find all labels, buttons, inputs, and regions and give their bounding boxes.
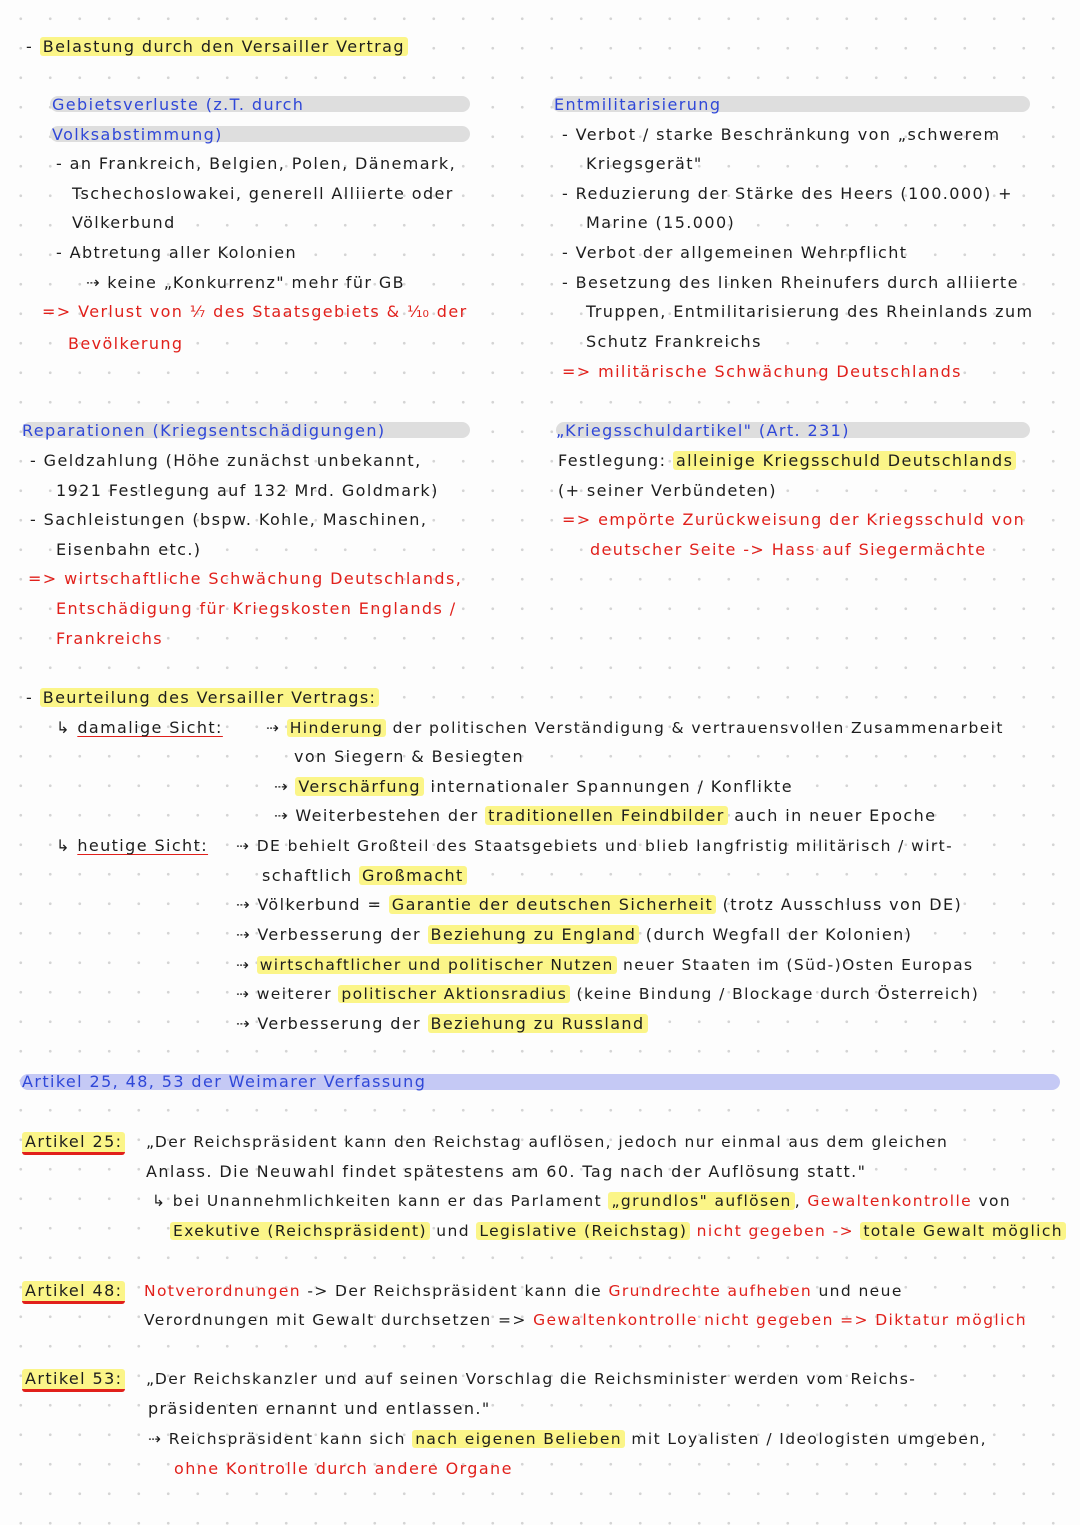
reparations-title: Reparationen (Kriegsentschädigungen) [22, 421, 386, 440]
section-heading-assessment: - Beurteilung des Versailler Vertrags: [26, 687, 379, 709]
then-label: ↳ damalige Sicht: [56, 718, 223, 737]
military-bullet-cont: Schutz Frankreichs [586, 332, 762, 351]
now-point-cont: schaftlich Großmacht [262, 865, 467, 887]
article-48-text-cont: Verordnungen mit Gewalt durchsetzen => Gewaltenkontrolle nicht gegeben => Diktatur möglich [144, 1311, 1027, 1329]
territory-result-cont: Bevölkerung [68, 334, 184, 353]
then-point: ⇢ Weiterbestehen der traditionellen Feindbilder auch in neuer Epoche [274, 806, 937, 825]
article-53-quote-cont: präsidenten ernannt und entlassen." [148, 1399, 491, 1418]
now-point: ⇢ Völkerbund = Garantie der deutschen Sicherheit (trotz Ausschluss von DE) [236, 895, 963, 914]
reparations-bullet: - Geldzahlung (Höhe zunächst unbekannt, [30, 451, 422, 470]
reparations-result-cont: Frankreichs [56, 629, 164, 648]
section-heading-burden: - Belastung durch den Versailler Vertrag [26, 36, 408, 58]
territory-bullet: - an Frankreich, Belgien, Polen, Dänemark, [56, 154, 457, 173]
guilt-title: „Kriegsschuldartikel" (Art. 231) [556, 421, 850, 440]
hook-arrow-icon: ↳ [56, 836, 71, 855]
arrow-icon: ⇢ [274, 806, 289, 825]
heading-text: Beurteilung des Versailler Vertrags: [40, 688, 380, 707]
now-point: ⇢ wirtschaftlicher und politischer Nutzen neuer Staaten im (Süd-)Osten Europas [236, 956, 974, 974]
now-label: ↳ heutige Sicht: [56, 836, 209, 855]
guilt-line: Festlegung: alleinige Kriegsschuld Deutschlands [558, 450, 1016, 472]
article-53-comment-cont: ohne Kontrolle durch andere Organe [174, 1459, 513, 1478]
territory-title-cont: Volksabstimmung) [52, 125, 223, 144]
military-bullet-cont: Marine (15.000) [586, 213, 736, 232]
reparations-bullet-cont: 1921 Festlegung auf 132 Mrd. Goldmark) [56, 481, 439, 500]
military-title: Entmilitarisierung [554, 95, 722, 114]
guilt-result: => empörte Zurückweisung der Kriegsschuld von [562, 510, 1026, 529]
article-25-label: Artikel 25: [22, 1131, 125, 1155]
weimar-heading: Artikel 25, 48, 53 der Weimarer Verfassung [22, 1072, 427, 1091]
arrow-icon: ⇢ [236, 1014, 251, 1033]
military-bullet-cont: Kriegsgerät" [586, 154, 703, 173]
territory-bullet-cont: Völkerbund [72, 213, 176, 232]
article-53-label: Artikel 53: [22, 1368, 125, 1392]
now-point: ⇢ weiterer politischer Aktionsradius (keine Bindung / Blockage durch Österreich) [236, 985, 980, 1003]
reparations-bullet: - Sachleistungen (bspw. Kohle, Maschinen, [30, 510, 428, 529]
guilt-line: (+ seiner Verbündeten) [558, 481, 777, 500]
military-result: => militärische Schwächung Deutschlands [562, 362, 962, 381]
arrow-icon: ⇢ [236, 837, 251, 855]
arrow-icon: ⇢ [236, 956, 251, 974]
article-53-comment: ⇢ Reichspräsident kann sich nach eigenen Belieben mit Loyalisten / Ideologisten umgeben, [148, 1430, 987, 1448]
heading-text: Belastung durch den Versailler Vertrag [40, 37, 408, 56]
article-25-quote: „Der Reichspräsident kann den Reichstag auflösen, jedoch nur einmal aus dem gleichen [146, 1133, 949, 1151]
territory-title: Gebietsverluste (z.T. durch [52, 95, 305, 114]
territory-result: => Verlust von ⅐ des Staatsgebiets & ⅒ der [42, 302, 468, 321]
reparations-bullet-cont: Eisenbahn etc.) [56, 540, 202, 559]
military-bullet: - Verbot der allgemeinen Wehrpflicht [562, 243, 908, 262]
then-point-cont: von Siegern & Besiegten [294, 747, 525, 766]
arrow-icon: ⇢ [236, 925, 251, 944]
military-bullet-cont: Truppen, Entmilitarisierung des Rheinlands zum [586, 302, 1034, 321]
hook-arrow-icon: ↳ [56, 718, 71, 737]
article-25-quote-cont: Anlass. Die Neuwahl findet spätestens am 60. Tag nach der Auflösung statt." [146, 1162, 867, 1181]
military-bullet: - Reduzierung der Stärke des Heers (100.000) + [562, 184, 1013, 203]
now-point: ⇢ Verbesserung der Beziehung zu Russland [236, 1013, 648, 1035]
arrow-icon: ⇢ [236, 895, 251, 914]
territory-bullet: - Abtretung aller Kolonien [56, 243, 297, 262]
article-48-text: Notverordnungen -> Der Reichspräsident kann die Grundrechte aufheben und neue [144, 1282, 903, 1300]
now-point: ⇢ Verbesserung der Beziehung zu England (durch Wegfall der Kolonien) [236, 925, 913, 944]
reparations-result: => wirtschaftliche Schwächung Deutschlands, [28, 569, 463, 588]
article-48-label: Artikel 48: [22, 1280, 125, 1304]
military-bullet: - Besetzung des linken Rheinufers durch alliierte [562, 273, 1019, 292]
article-25-comment: ↳ bei Unannehmlichkeiten kann er das Parlament „grundlos" auflösen , Gewaltenkontrolle von [152, 1192, 1012, 1210]
reparations-result-cont: Entschädigung für Kriegskosten Englands / [56, 599, 457, 618]
arrow-icon: ⇢ [266, 719, 281, 737]
guilt-result-cont: deutscher Seite -> Hass auf Siegermächte [590, 540, 987, 559]
article-25-comment-cont: Exekutive (Reichspräsident) und Legislative (Reichstag) nicht gegeben -> totale Gewalt möglich [170, 1220, 1066, 1242]
arrow-icon: ⇢ [274, 777, 289, 796]
then-point: ⇢ Hinderung der politischen Verständigung & vertrauensvollen Zusammenarbeit [266, 719, 1004, 737]
territory-sub-bullet: ⇢ keine „Konkurrenz" mehr für GB [86, 273, 406, 292]
then-point: ⇢ Verschärfung internationaler Spannungen / Konflikte [274, 777, 793, 796]
article-53-quote: „Der Reichskanzler und auf seinen Vorschlag die Reichsminister werden vom Reichs- [146, 1370, 917, 1388]
now-point: ⇢ DE behielt Großteil des Staatsgebiets und blieb langfristig militärisch / wirt- [236, 837, 954, 855]
military-bullet: - Verbot / starke Beschränkung von „schwerem [562, 125, 1001, 144]
guilt-highlight: alleinige Kriegsschuld Deutschlands [673, 451, 1016, 470]
arrow-icon: ⇢ [236, 985, 251, 1003]
territory-bullet-cont: Tschechoslowakei, generell Alliierte oder [72, 184, 454, 203]
